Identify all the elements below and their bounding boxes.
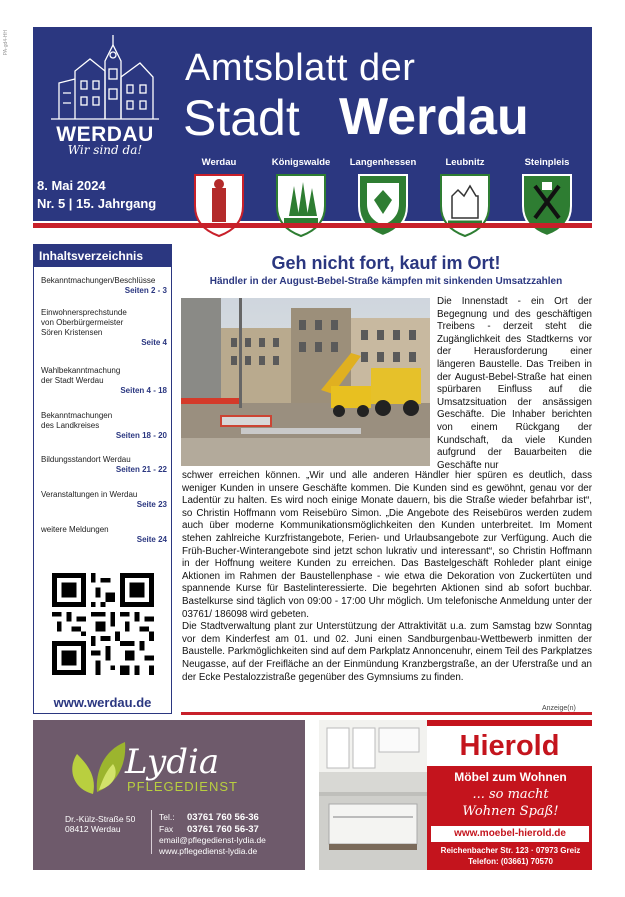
masthead <box>33 27 592 221</box>
town-crests <box>179 157 592 247</box>
toc-pages: Seiten 18 - 20 <box>115 431 167 440</box>
hierold-title: Hierold <box>427 726 592 766</box>
hierold-subtitle: Möbel zum Wohnen <box>454 770 567 784</box>
ad-divider <box>181 712 592 715</box>
article-paragraph: Die Stadtverwaltung plant zur Unterstützung der Attraktivität u.a. zum Samstag bzw Sonntag vor dem Kinderfest am 01. und 02. Juni einen Sandburgenbau-Wettbewerb inmitten der Baustelle. Parkmöglichkeiten sind auf dem Parkplatz Annoncenuhr, einem Teil des Parkplatzes Neugasse, auf der Freifläche an der Einmündung Kranzbergstraße, an der Uferstraße und an der Ecke Pestalozzistraße gegenüber des Gymnsiums zu finden. <box>182 621 592 683</box>
lydia-email[interactable]: email@pflegedienst-lydia.de <box>159 835 266 845</box>
toc-label: Bildungsstandort Werdau <box>41 455 131 464</box>
hierold-slogan <box>429 786 592 820</box>
toc-item[interactable] <box>41 411 167 441</box>
article-body <box>182 470 592 684</box>
lydia-contact <box>159 812 266 856</box>
lydia-divider <box>151 810 152 854</box>
crest-werdau <box>179 157 259 243</box>
toc-label: Wahlbekanntmachung der Stadt Werdau <box>41 366 121 385</box>
crest-langenhessen <box>343 157 423 243</box>
tel-number[interactable]: 03761 760 56-36 <box>187 812 259 823</box>
crest-name: Steinpleis <box>524 157 570 168</box>
crest-name: Leubnitz <box>445 157 485 168</box>
toc-item[interactable] <box>41 455 167 475</box>
issue-number: Nr. 5 | 15. Jahrgang <box>37 196 157 211</box>
toc-item[interactable] <box>41 525 167 545</box>
qr-code-icon[interactable] <box>52 573 154 675</box>
article-headline: Geh nicht fort, kauf im Ort! <box>271 253 501 273</box>
langenhessen-crest-icon <box>356 172 410 238</box>
toc-pages: Seiten 2 - 3 <box>124 286 167 295</box>
steinpleis-crest-icon <box>520 172 574 238</box>
toc-label: weitere Meldungen <box>41 525 109 534</box>
hierold-address: Reichenbacher Str. 123 · 07973 Greiz <box>440 846 581 855</box>
crest-koenigswalde <box>261 157 341 243</box>
toc-pages: Seiten 4 - 18 <box>120 386 167 395</box>
title-amtsblatt: Amtsblatt der <box>185 47 416 89</box>
tel-label: Tel.: <box>159 812 175 822</box>
construction-site-photo <box>181 298 430 466</box>
lydia-city: 08412 Werdau <box>65 824 121 834</box>
toc-pages: Seite 4 <box>141 338 167 347</box>
title-werdau: Werdau <box>339 88 529 146</box>
leubnitz-crest-icon <box>438 172 492 238</box>
toc-item[interactable] <box>41 276 167 296</box>
issue-date: 8. Mai 2024 <box>37 178 106 193</box>
kitchen-photo <box>319 720 427 870</box>
lydia-website[interactable]: www.pflegedienst-lydia.de <box>159 845 258 856</box>
crest-leubnitz <box>425 157 505 243</box>
toc-label: Veranstaltungen in Werdau <box>41 490 138 499</box>
toc-label: Bekanntmachungen des Landkreises <box>41 411 113 430</box>
fax-number: 03761 760 56-37 <box>187 823 259 835</box>
crest-name: Königswalde <box>271 157 331 168</box>
hierold-ad[interactable] <box>319 720 592 870</box>
town-hall-icon <box>45 31 165 123</box>
article-body-column: Die Innenstadt - ein Ort der Begegnung und des geschäftigen Treibens - derzeit steht die Zugänglichkeit des Stadtkerns vor der Herausforderung einer längeren Baustelle. Das Treiben in der August-Bebel-Straße hat einen spürbaren Einfluss auf die Umsatzsituation der ansässigen Geschäfte. Die Inhaber berichten von einem Rückgang der Kundschaft, da viele Kunden aufgrund der Bauarbeiten die Geschäfte nur <box>437 296 592 471</box>
hierold-website[interactable]: www.moebel-hierold.de <box>431 826 589 842</box>
title-stadt: Stadt <box>183 90 300 146</box>
lydia-subtitle: PFLEGEDIENST <box>127 779 238 794</box>
print-code: PA-gd4-HH <box>3 30 9 56</box>
toc-item[interactable] <box>41 490 167 510</box>
table-of-contents <box>33 244 172 714</box>
logo-slogan: Wir sind da! <box>67 143 143 157</box>
lydia-name: Lydia <box>125 742 220 782</box>
logo-text: WERDAU <box>56 123 154 146</box>
lydia-ad[interactable] <box>33 720 305 870</box>
header-red-stripe <box>33 223 592 228</box>
article-subheadline: Händler in der August-Bebel-Straße kämpfen mit sinkenden Umsatzzahlen <box>209 276 563 287</box>
leaf-icon <box>63 734 133 802</box>
toc-label: Einwohnersprechstunde von Oberbürgermeister Sören Kristensen <box>41 308 127 337</box>
werdau-crest-icon <box>192 172 246 238</box>
hierold-slogan-line: ... so macht <box>472 787 549 802</box>
toc-item[interactable] <box>41 366 167 396</box>
toc-pages: Seite 23 <box>136 500 167 509</box>
werdau-logo <box>45 31 165 169</box>
lydia-street: Dr.-Külz-Straße 50 <box>65 814 136 824</box>
hierold-phone[interactable]: Telefon: (03661) 70570 <box>468 857 553 866</box>
toc-label: Bekanntmachungen/Beschlüsse <box>41 276 156 285</box>
toc-item[interactable] <box>41 308 167 348</box>
website-link[interactable]: www.werdau.de <box>53 695 152 710</box>
crest-steinpleis <box>507 157 587 243</box>
hierold-slogan-line: Wohnen Spaß! <box>462 804 559 819</box>
ad-label: Anzeige(n) <box>542 705 576 712</box>
fax-label: Fax <box>159 823 174 834</box>
toc-pages: Seiten 21 - 22 <box>115 465 167 474</box>
toc-title: Inhaltsverzeichnis <box>34 245 171 267</box>
crest-name: Werdau <box>201 157 237 168</box>
koenigswalde-crest-icon <box>274 172 328 238</box>
crest-name: Langenhessen <box>349 157 417 168</box>
article-paragraph: schwer erreichen können. „Wir und alle anderen Händler hier spüren es deutlich, dass weniger Kunden in unsere Geschäfte kommen. Die Kunden sind es gewöhnt, genau vor der Ladentür zu halten. Es wird noch einige Monate dauern, bis die Straße wieder befahrbar ist“, so Christin Hoffmann vom Reisebüro Simon. „Die Angebote des Reisebüros werden zudem auch über moderne Kommunikationsmöglichkeiten den Kunden unterbreitet. Im Moment stehen zahlreiche Kurzfristangebote, Ferien- und Urlaubsangebote zur Verfügung. Auch die Früh-Bucher-Winterangebote sind jetzt schon lukrativ und interessant“, so Christin Hoffmann in der Hoffnung weitere Kunden zu erreichen. Das Bastelgeschäft Rohleder plant einige Aktionen im Rahmen der Baustellenphase - wie etwa die Dekoration von Zuckertüten und spannende Kurse für Bastelinteressierte. Die begehrten Aktionen sind ab sofort buchbar. Bastelkurse sind täglich von 09:00 - 17:00 Uhr möglich. Um telefonische Anmeldung unter der 03761/ 186098 wird gebeten. <box>182 470 592 620</box>
toc-pages: Seite 24 <box>136 535 167 544</box>
